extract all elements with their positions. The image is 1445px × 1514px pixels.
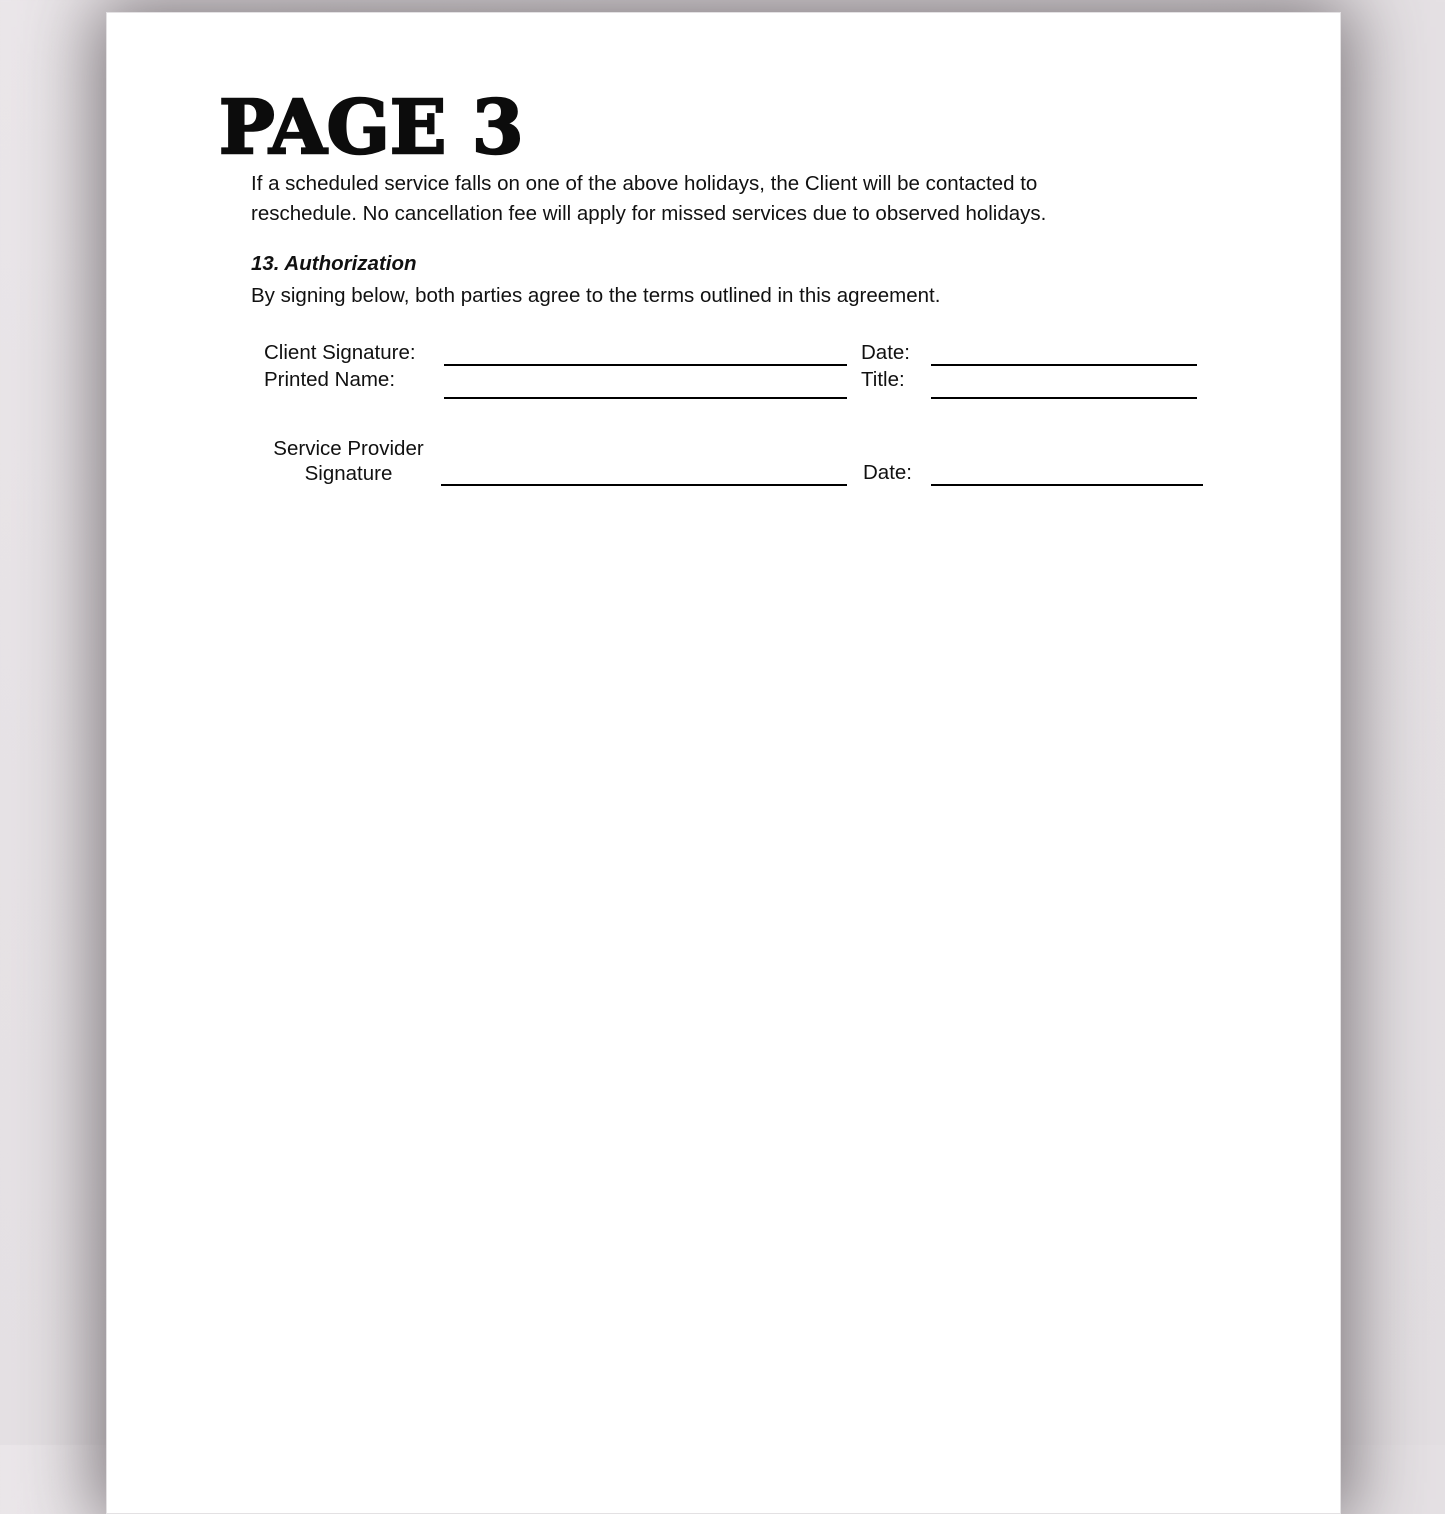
provider-signature-label-line1: Service Provider (273, 437, 424, 460)
provider-signature-label (245, 436, 452, 486)
client-title-line (931, 397, 1197, 399)
authorization-section-body: By signing below, both parties agree to the terms outlined in this agreement. (251, 284, 941, 307)
client-signature-label: Client Signature: (264, 341, 416, 364)
document-page (106, 12, 1341, 1514)
client-title-label: Title: (861, 368, 905, 391)
client-date-line (931, 364, 1197, 366)
printed-name-label: Printed Name: (264, 368, 396, 391)
intro-paragraph (251, 169, 1046, 229)
provider-date-line (931, 484, 1203, 486)
provider-signature-line (441, 484, 847, 486)
page-title: PAGE 3 (219, 84, 524, 171)
client-date-label: Date: (861, 341, 910, 364)
client-signature-line (444, 364, 847, 366)
printed-name-line (444, 397, 847, 399)
intro-paragraph-line2: reschedule. No cancellation fee will apply for missed services due to observed holidays. (251, 202, 1047, 225)
provider-signature-label-line2: Signature (304, 462, 393, 485)
provider-date-label: Date: (863, 461, 912, 484)
intro-paragraph-line1: If a scheduled service falls on one of the above holidays, the Client will be contacted to (251, 172, 1038, 195)
authorization-section-heading: 13. Authorization (251, 252, 417, 275)
